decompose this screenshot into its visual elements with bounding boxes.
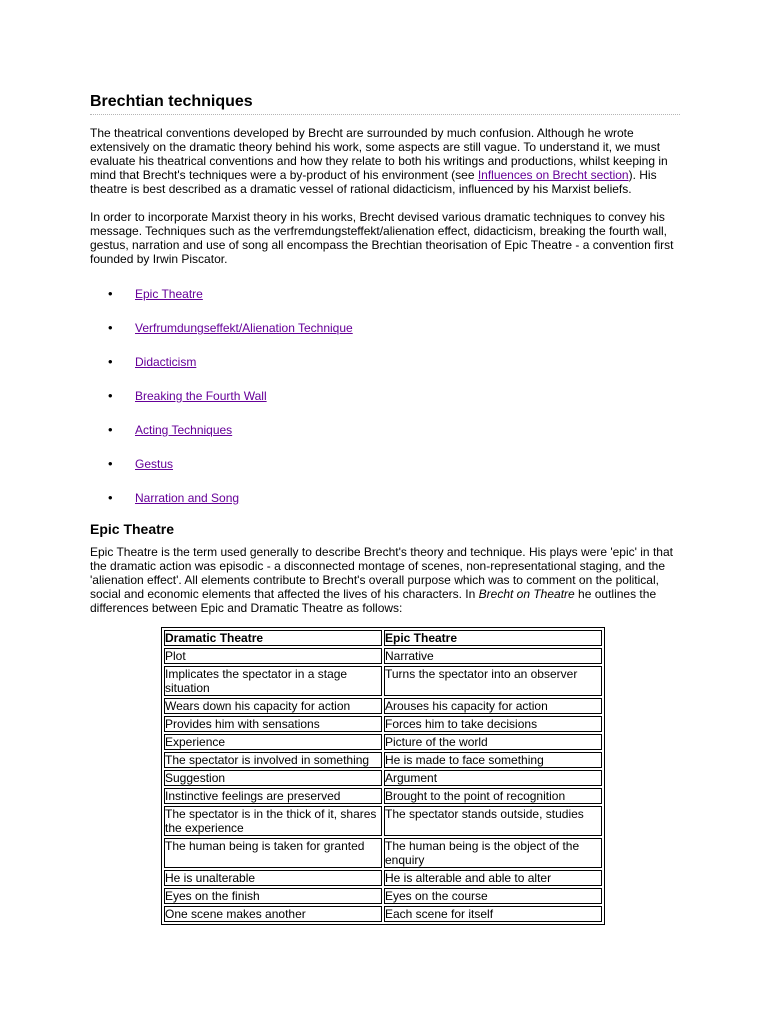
epic-theatre-cell: Turns the spectator into an observer — [384, 666, 602, 696]
contents-list — [90, 287, 680, 525]
dramatic-theatre-cell: The human being is taken for granted — [164, 838, 382, 868]
epic-text-after-italic: he outlines the differences between Epic and Dramatic Theatre as follows: — [90, 587, 657, 615]
influences-on-brecht-link[interactable]: Influences on Brecht section — [477, 168, 629, 182]
table-row — [164, 906, 602, 922]
epic-theatre-heading: Epic Theatre — [90, 521, 175, 537]
comparison-table — [161, 627, 605, 925]
list-item — [108, 321, 680, 355]
dramatic-theatre-cell: Provides him with sensations — [164, 716, 382, 732]
dramatic-theatre-cell: Implicates the spectator in a stage situation — [164, 666, 382, 696]
article — [90, 92, 680, 615]
toc-link-epic-theatre[interactable]: Epic Theatre — [135, 287, 203, 301]
dramatic-theatre-cell: Plot — [164, 648, 382, 664]
toc-link-gestus[interactable]: Gestus — [135, 457, 174, 471]
dramatic-theatre-cell: Eyes on the finish — [164, 888, 382, 904]
table-row — [164, 666, 602, 696]
table-row — [164, 698, 602, 714]
intro-text-after-link: ). His theatre is best described as a dramatic vessel of rational didacticism, influenced by his Marxist beliefs. — [90, 168, 657, 196]
list-item — [108, 457, 680, 491]
epic-theatre-cell: Narrative — [384, 648, 602, 664]
epic-theatre-cell: Each scene for itself — [384, 906, 602, 922]
table-row — [164, 648, 602, 664]
intro-text-before-link: The theatrical conventions developed by Brecht are surrounded by much confusion. Although he wrote extensively on the dramatic theory behind his work, some aspects are still vague. To understand it, we must evaluate his theatrical conventions and how they relate to both his writings and productions, whilst keeping in mind that Brecht's techniques were a by-product of his environment (see — [90, 126, 668, 182]
bullet-icon: • — [108, 354, 113, 369]
epic-theatre-cell: The spectator stands outside, studies — [384, 806, 602, 836]
table-header-row — [164, 630, 602, 646]
page-title: Brechtian techniques — [90, 92, 680, 115]
dramatic-theatre-cell: The spectator is in the thick of it, shares the experience — [164, 806, 382, 836]
table-row — [164, 716, 602, 732]
dramatic-theatre-cell: Wears down his capacity for action — [164, 698, 382, 714]
bullet-icon: • — [108, 388, 113, 403]
epic-theatre-cell: He is made to face something — [384, 752, 602, 768]
list-item — [108, 389, 680, 423]
epic-theatre-cell: He is alterable and able to alter — [384, 870, 602, 886]
toc-link-alienation-technique[interactable]: Verfrumdungseffekt/Alienation Technique — [135, 321, 353, 335]
intro-paragraph-2: In order to incorporate Marxist theory in his works, Brecht devised various dramatic techniques to convey his message. Techniques such as the verfremdungsteffekt/alienation effect, didacticism, breaking the fourth wall, gestus, narration and use of song all encompass the Brechtian theorisation of Epic Theatre - a convention first founded by Irwin Piscator. — [90, 210, 674, 266]
table-row — [164, 888, 602, 904]
table-row — [164, 806, 602, 836]
column-header-epic: Epic Theatre — [384, 630, 602, 646]
book-title: Brecht on Theatre — [478, 587, 575, 601]
bullet-icon: • — [108, 320, 113, 335]
list-item — [108, 491, 680, 525]
epic-text-before-italic: Epic Theatre is the term used generally to describe Brecht's theory and technique. His plays were 'epic' in that the dramatic action was episodic - a disconnected montage of scenes, non-representational staging, and the 'alienation effect'. All elements contribute to Brecht's overall purpose which was to comment on the political, social and economic elements that affected the lives of his characters. In — [90, 545, 673, 601]
table-row — [164, 770, 602, 786]
epic-theatre-cell: Argument — [384, 770, 602, 786]
list-item — [108, 423, 680, 457]
dramatic-theatre-cell: The spectator is involved in something — [164, 752, 382, 768]
dramatic-theatre-cell: Suggestion — [164, 770, 382, 786]
intro-paragraph-1 — [90, 126, 680, 196]
bullet-icon: • — [108, 286, 113, 301]
epic-theatre-cell: Picture of the world — [384, 734, 602, 750]
table-row — [164, 870, 602, 886]
table-row — [164, 838, 602, 868]
list-item — [108, 287, 680, 321]
bullet-icon: • — [108, 490, 113, 505]
dramatic-theatre-cell: Experience — [164, 734, 382, 750]
epic-theatre-cell: Eyes on the course — [384, 888, 602, 904]
column-header-dramatic: Dramatic Theatre — [164, 630, 382, 646]
table-row — [164, 734, 602, 750]
dramatic-theatre-cell: He is unalterable — [164, 870, 382, 886]
epic-theatre-cell: Forces him to take decisions — [384, 716, 602, 732]
toc-link-narration-and-song[interactable]: Narration and Song — [135, 491, 240, 505]
dramatic-theatre-cell: Instinctive feelings are preserved — [164, 788, 382, 804]
toc-link-acting-techniques[interactable]: Acting Techniques — [135, 423, 233, 437]
dramatic-theatre-cell: One scene makes another — [164, 906, 382, 922]
toc-link-breaking-fourth-wall[interactable]: Breaking the Fourth Wall — [135, 389, 267, 403]
bullet-icon: • — [108, 456, 113, 471]
list-item — [108, 355, 680, 389]
bullet-icon: • — [108, 422, 113, 437]
epic-theatre-cell: Brought to the point of recognition — [384, 788, 602, 804]
table-row — [164, 788, 602, 804]
epic-theatre-cell: The human being is the object of the enquiry — [384, 838, 602, 868]
toc-link-didacticism[interactable]: Didacticism — [135, 355, 197, 369]
epic-theatre-cell: Arouses his capacity for action — [384, 698, 602, 714]
epic-theatre-paragraph — [90, 545, 680, 615]
table-row — [164, 752, 602, 768]
comparison-table-body — [164, 630, 602, 922]
